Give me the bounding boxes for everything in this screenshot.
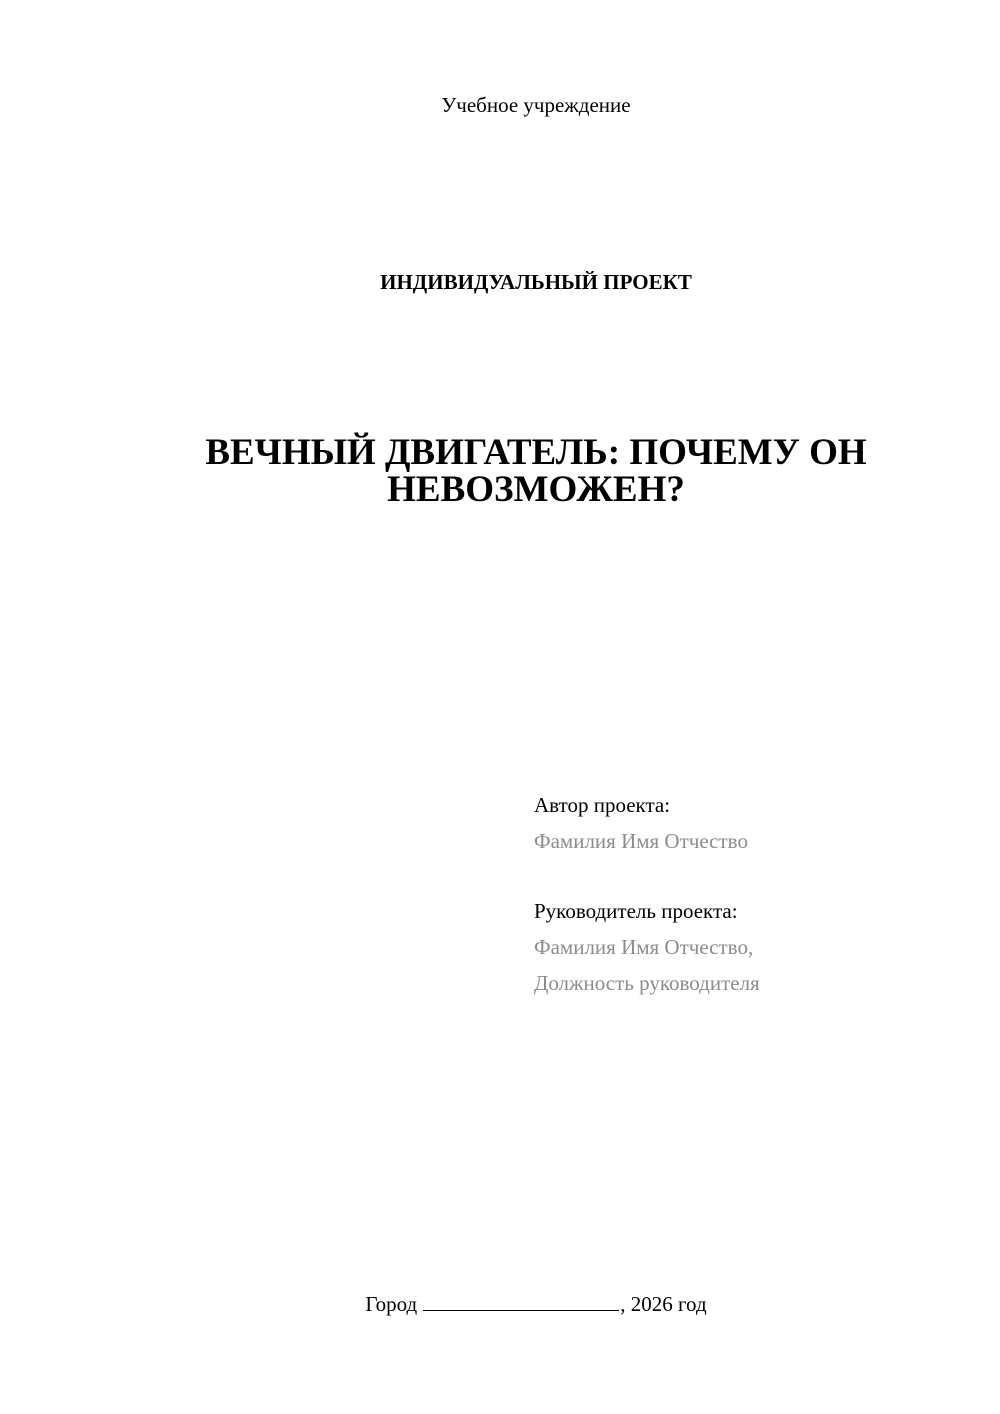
- author-label: Автор проекта:: [534, 793, 671, 817]
- institution-name: Учебное учреждение: [441, 93, 631, 117]
- credits-spacer: [534, 859, 964, 893]
- project-type-heading: ИНДИВИДУАЛЬНЫЙ ПРОЕКТ: [380, 270, 692, 294]
- city-label: Город: [365, 1292, 418, 1316]
- author-name: Фамилия Имя Отчество: [534, 829, 748, 853]
- city-blank-line: [423, 1292, 619, 1311]
- supervisor-position: Должность руководителя: [534, 971, 760, 995]
- project-title-line-1: ВЕЧНЫЙ ДВИГАТЕЛЬ: ПОЧЕМУ ОН: [205, 432, 867, 473]
- supervisor-name: Фамилия Имя Отчество,: [534, 935, 754, 959]
- year-text: , 2026 год: [620, 1292, 707, 1316]
- supervisor-label: Руководитель проекта:: [534, 899, 738, 923]
- project-title-line-2: НЕВОЗМОЖЕН?: [387, 469, 685, 510]
- project-title: [150, 434, 922, 508]
- credits-block: [534, 787, 964, 1001]
- footer-city-year: [0, 1290, 1000, 1318]
